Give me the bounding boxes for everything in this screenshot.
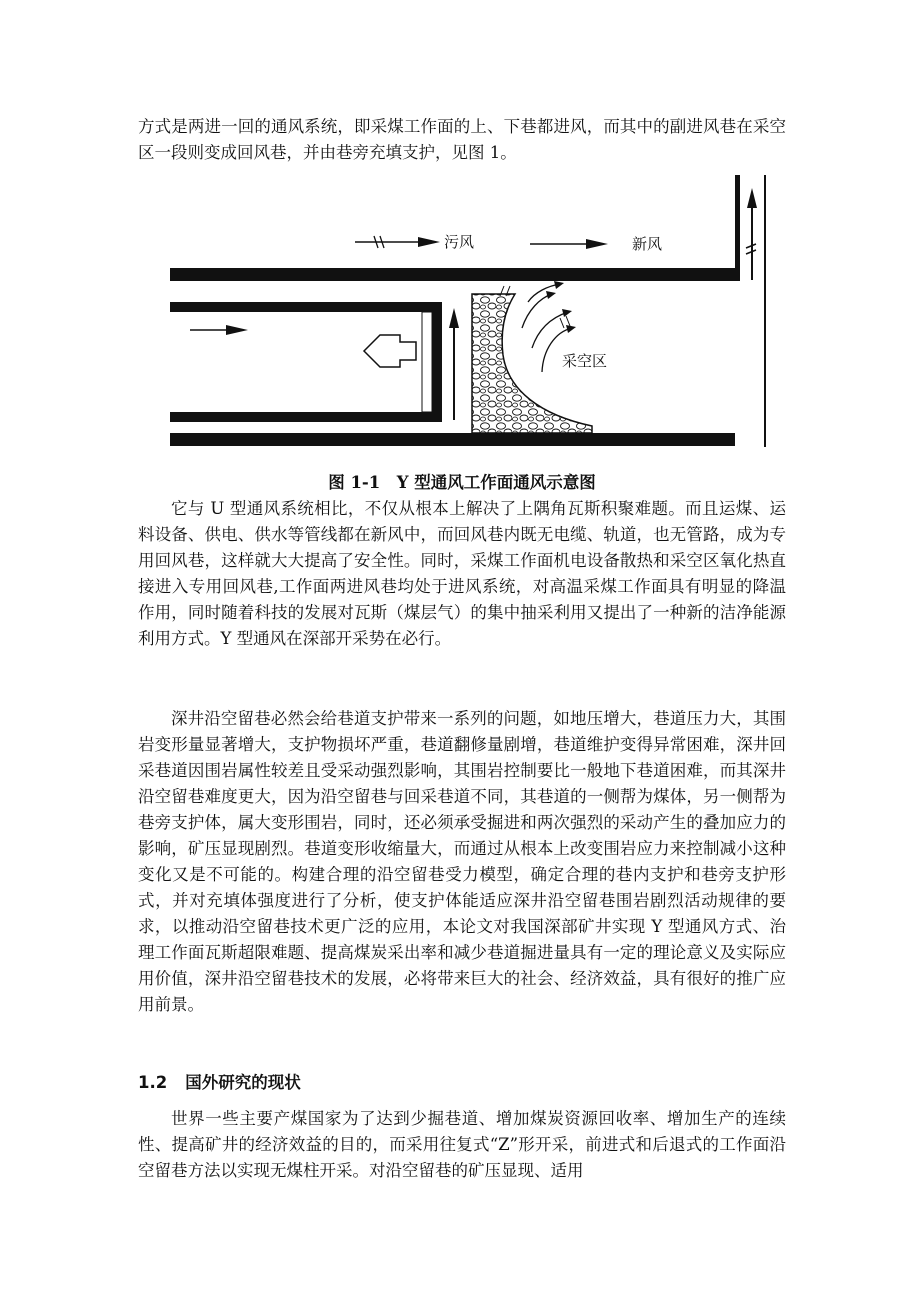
arrow-head xyxy=(449,308,459,328)
body-paragraph: 深井沿空留巷必然会给巷道支护带来一系列的问题，如地压增大，巷道压力大，其围岩变形量显著增大，支护物损坏严重，巷道翻修量剧增，巷道维护变得异常困难，深井回采巷道因围岩属性较差且受采动强烈影响，其围岩控制要比一般地下巷道困难，而其深井沿空留巷难度更大，因为沿空留巷与回采巷道不同，其巷道的一侧帮为煤体，另一侧帮为巷旁支护体，属大变形围岩，同时，还必须承受掘进和两次强烈的采动产生的叠加应力的影响，矿压显现剧烈。巷道变形收缩量大，而通过从根本上改变围岩应力来控制减小这种变化又是不可能的。构建合理的沿空留巷受力模型，确定合理的巷内支护和巷旁支护形式，并对充填体强度进行了分析，使支护体能适应深井沿空留巷围岩剧烈活动规律的要求，以推动沿空留巷技术更广泛的应用，本论文对我国深部矿井实现 Y 型通风方式、治理工作面瓦斯超限难题、提高煤炭采出率和减少巷道掘进量具有一定的理论意义及实际应用价值，深井沿空留巷技术的发展，必将带来巨大的社会、经济效益，具有很好的推广应用前景。 xyxy=(138,709,786,1014)
section-number: 1.2 xyxy=(138,1073,168,1092)
advance-direction-arrow xyxy=(364,335,416,367)
arrow-head xyxy=(226,325,248,335)
right-roadway-wall-outer xyxy=(764,175,766,447)
gob-airflow-arrow xyxy=(532,312,568,348)
right-roadway-wall-inner xyxy=(735,175,740,281)
ventilation-diagram xyxy=(160,170,780,460)
intro-paragraph: 方式是两进一回的通风系统，即采煤工作面的上、下巷都进风，而其中的副进风巷在采空区一段则变成回风巷，并由巷旁充填支护，见图 1。 xyxy=(138,117,786,162)
upper-roadway-wall xyxy=(170,268,735,281)
figure-caption: 图 1-1 Y 型通风工作面通风示意图 xyxy=(328,473,596,492)
middle-roadway-bottom-wall xyxy=(170,412,442,422)
middle-roadway-top-wall xyxy=(170,302,442,312)
lower-roadway-wall xyxy=(170,433,735,446)
section-heading xyxy=(138,1070,786,1096)
body-paragraph: 世界一些主要产煤国家为了达到少掘巷道、增加煤炭资源回收率、增加生产的连续性、提高矿井的经济效益的目的，而采用往复式“Z”形开采，前进式和后退式的工作面沿空留巷方法以实现无煤柱开采。对沿空留巷的矿压显现、适用 xyxy=(138,1109,786,1180)
fresh-air-label: 新风 xyxy=(632,235,663,253)
arrow-head xyxy=(747,188,757,208)
body-paragraph: 它与 U 型通风系统相比，不仅从根本上解决了上隅角瓦斯积聚难题。而且运煤、运料设备、供电、供水等管线都在新风中，而回风巷内既无电缆、轨道，也无管路，成为专用回风巷，这样就大大提高了安全性。同时，采煤工作面机电设备散热和采空区氧化热直接进入专用回风巷,工作面两进风巷均处于进风系统，对高温采煤工作面具有明显的降温作用，同时随着科技的发展对瓦斯（煤层气）的集中抽采利用又提出了一种新的洁净能源利用方式。Y 型通风在深部开采势在必行。 xyxy=(138,499,786,648)
arrow-head xyxy=(586,239,608,249)
section-title: 国外研究的现状 xyxy=(185,1073,301,1092)
foul-air-label: 污风 xyxy=(444,233,475,251)
arrow-head xyxy=(418,237,440,247)
goaf-label: 采空区 xyxy=(562,352,608,370)
